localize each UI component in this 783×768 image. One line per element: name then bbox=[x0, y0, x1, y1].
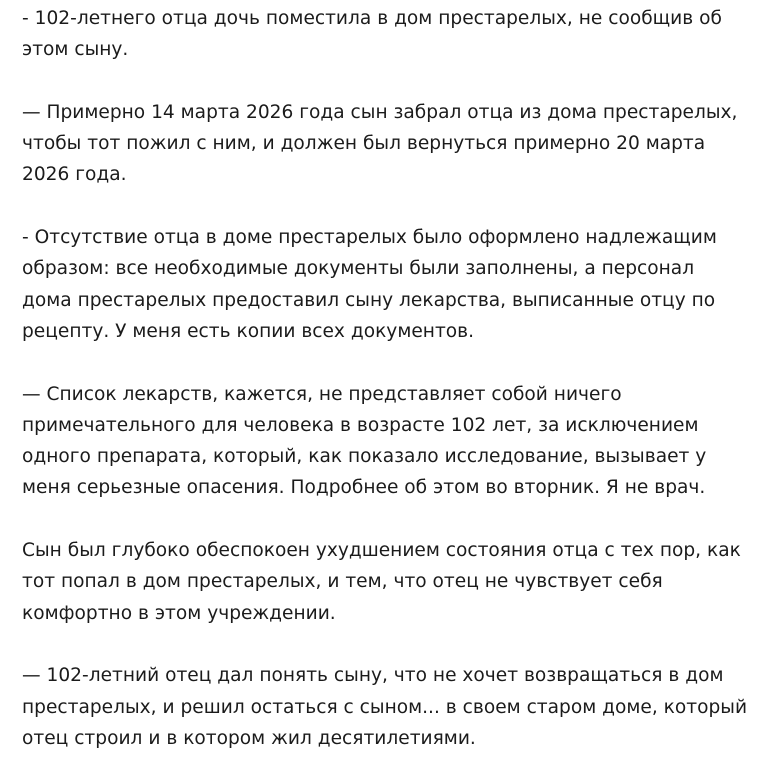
text-line: Сын был глубоко обеспокоен ухудшением состояния отца с тех пор, как bbox=[22, 540, 741, 562]
paragraph-4 bbox=[22, 379, 783, 504]
paragraph-6 bbox=[22, 660, 783, 754]
text-line: — 102-летний отец дал понять сыну, что не хочет возвращаться в дом bbox=[22, 665, 724, 687]
text-line: этом сыну. bbox=[22, 39, 129, 61]
text-line: образом: все необходимые документы были заполнены, а персонал bbox=[22, 258, 695, 280]
text-line: - Отсутствие отца в доме престарелых было оформлено надлежащим bbox=[22, 227, 717, 249]
text-line: - 102-летнего отца дочь поместила в дом престарелых, не сообщив об bbox=[22, 8, 722, 29]
paragraph-3 bbox=[22, 222, 783, 347]
paragraph-5 bbox=[22, 535, 783, 629]
text-line: 2026 года. bbox=[22, 164, 127, 186]
text-line: рецепту. У меня есть копии всех документов. bbox=[22, 320, 475, 342]
text-line: — Примерно 14 марта 2026 года сын забрал отца из дома престарелых, bbox=[22, 101, 738, 123]
text-line: тот попал в дом престарелых, и тем, что отец не чувствует себя bbox=[22, 571, 663, 593]
text-line: — Список лекарств, кажется, не представляет собой ничего bbox=[22, 383, 622, 405]
text-line: комфортно в этом учреждении. bbox=[22, 602, 336, 624]
text-line: отец строил и в котором жил десятилетиями. bbox=[22, 727, 476, 749]
text-line: чтобы тот пожил с ним, и должен был вернуться примерно 20 марта bbox=[22, 133, 706, 155]
text-line: престарелых, и решил остаться с сыном... в своем старом доме, который bbox=[22, 696, 748, 718]
paragraph-2 bbox=[22, 97, 783, 191]
text-line: меня серьезные опасения. Подробнее об этом во вторник. Я не врач. bbox=[22, 477, 706, 499]
text-line: дома престарелых предоставил сыну лекарства, выписанные отцу по bbox=[22, 289, 716, 311]
text-line: одного препарата, который, как показало исследование, вызывает у bbox=[22, 446, 707, 468]
text-line: примечательного для человека в возрасте 102 лет, за исключением bbox=[22, 414, 699, 436]
paragraph-1 bbox=[22, 3, 783, 66]
